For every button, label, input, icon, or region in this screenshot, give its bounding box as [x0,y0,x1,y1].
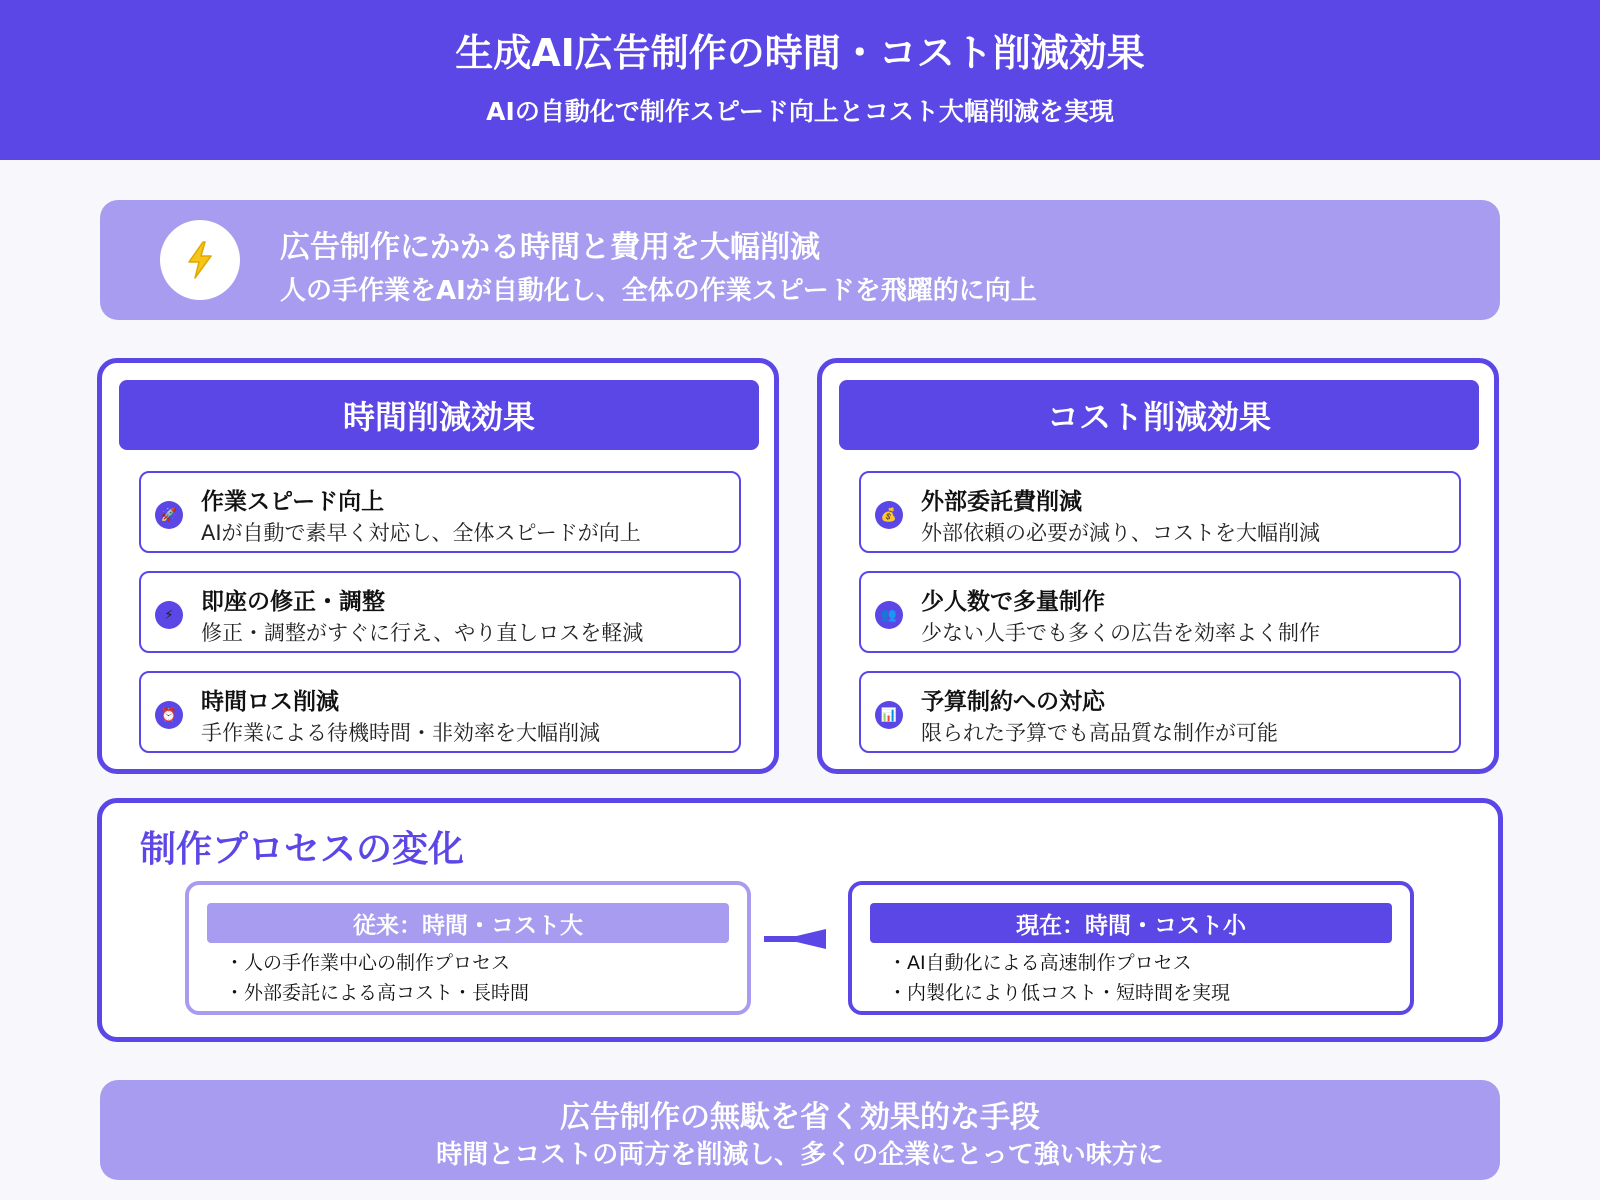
item-title: 時間ロス削減 [201,689,339,715]
time-panel-title: 時間削減効果 [119,380,759,450]
item-description: 限られた予算でも高品質な制作が可能 [921,721,1278,745]
page-subtitle: AIの自動化で制作スピード向上とコスト大幅削減を実現 [486,97,1114,126]
lightning-icon: ⚡ [155,601,183,629]
item-description: 手作業による待機時間・非効率を大幅削減 [201,721,600,745]
process-new-title: 現在：時間・コスト小 [870,903,1392,943]
process-old-bullet: ・人の手作業中心の制作プロセス [225,952,511,974]
cost-item-budget [859,671,1461,753]
item-title: 外部委託費削減 [921,489,1082,515]
cost-panel-title: コスト削減効果 [839,380,1479,450]
item-description: AIが自動で素早く対応し、全体スピードが向上 [201,521,641,545]
arrow-left-icon [764,927,826,951]
banner-headline: 広告制作にかかる時間と費用を大幅削減 [280,230,820,265]
rocket-icon: 🚀 [155,501,183,529]
process-new-bullet: ・AI自動化による高速制作プロセス [888,952,1192,974]
conclusion-banner [100,1080,1500,1180]
process-old-bullet: ・外部委託による高コスト・長時間 [225,982,530,1004]
summary-banner [100,200,1500,320]
process-new-bullet: ・内製化により低コスト・短時間を実現 [888,982,1231,1004]
time-item-speed [139,471,741,553]
item-description: 修正・調整がすぐに行え、やり直しロスを軽減 [201,621,644,645]
people-icon: 👥 [875,601,903,629]
process-old-title: 従来：時間・コスト大 [207,903,729,943]
banner-subline: 人の手作業をAIが自動化し、全体の作業スピードを飛躍的に向上 [280,276,1037,306]
money-bag-icon: 💰 [875,501,903,529]
process-title: 制作プロセスの変化 [140,829,465,870]
cost-item-outsourcing [859,471,1461,553]
item-title: 即座の修正・調整 [201,589,385,615]
lightning-icon [160,220,240,300]
conclusion-subline: 時間とコストの両方を削減し、多くの企業にとって強い味方に [436,1140,1164,1170]
time-item-loss-reduction [139,671,741,753]
conclusion-headline: 広告制作の無駄を省く効果的な手段 [560,1100,1040,1135]
item-description: 外部依頼の必要が減り、コストを大幅削減 [921,521,1320,545]
item-title: 予算制約への対応 [921,689,1105,715]
process-old-box [185,881,751,1015]
process-new-box [848,881,1414,1015]
item-description: 少ない人手でも多くの広告を効率よく制作 [921,621,1320,645]
alarm-clock-icon: ⏰ [155,701,183,729]
item-title: 少人数で多量制作 [921,589,1105,615]
page-title: 生成AI広告制作の時間・コスト削減効果 [455,31,1145,75]
cost-item-small-team [859,571,1461,653]
process-change-section [97,798,1503,1042]
item-title: 作業スピード向上 [201,489,385,515]
header [0,0,1600,160]
bar-chart-icon: 📊 [875,701,903,729]
cost-reduction-panel [817,358,1499,774]
time-reduction-panel [97,358,779,774]
time-item-instant-fix [139,571,741,653]
